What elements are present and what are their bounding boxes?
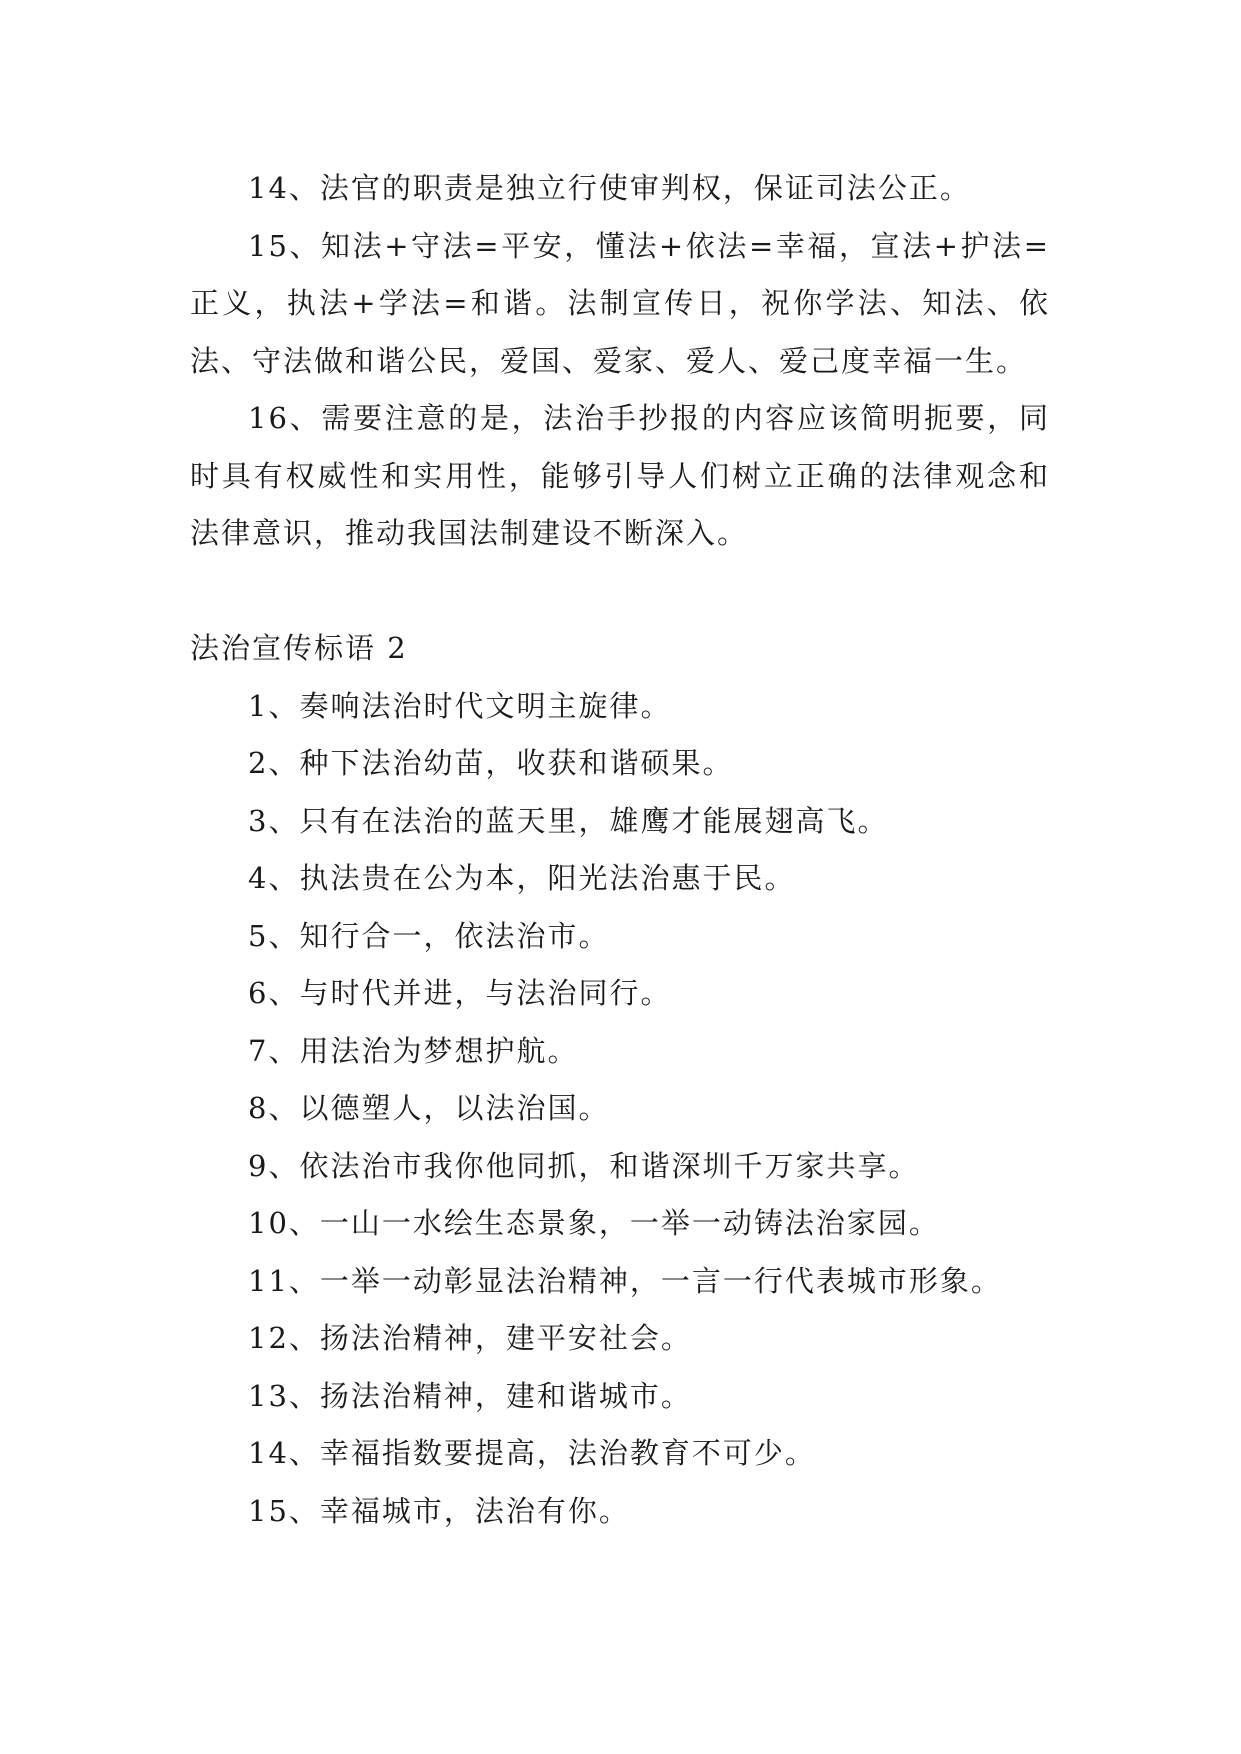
list-item: 9、依法治市我你他同抓，和谐深圳千万家共享。: [248, 1148, 920, 1183]
list-item: 8、以德塑人，以法治国。: [248, 1091, 610, 1125]
list-item: 11、一举一动彰显法治精神，一言一行代表城市形象。: [248, 1263, 1002, 1298]
list-item: 2、种下法治幼苗，收获和谐硕果。: [248, 746, 734, 780]
slogan-list: [190, 678, 1050, 1541]
list-item: 4、执法贵在公为本，阳光法治惠于民。: [248, 861, 796, 895]
list-item: 15、幸福城市，法治有你。: [248, 1493, 630, 1528]
paragraph-14: 14、法官的职责是独立行使审判权，保证司法公正。: [248, 171, 971, 205]
document-body: [190, 160, 1050, 1540]
paragraph-16: 16、需要注意的是，法治手抄报的内容应该简明扼要，同时具有权威性和实用性，能够引导人们树立正确的法律观念和法律意识，推动我国法制建设不断深入。: [190, 401, 1050, 550]
list-item: 10、一山一水绘生态景象，一举一动铸法治家园。: [248, 1206, 940, 1240]
list-item: 1、奏响法治时代文明主旋律。: [248, 688, 672, 723]
list-item: 13、扬法治精神，建和谐城市。: [248, 1378, 692, 1413]
list-item: 3、只有在法治的蓝天里，雄鹰才能展翅高飞。: [248, 803, 889, 838]
list-item: 7、用法治为梦想护航。: [248, 1033, 579, 1068]
list-item: 5、知行合一，依法治市。: [248, 918, 610, 953]
list-item: 14、幸福指数要提高，法治教育不可少。: [248, 1436, 816, 1470]
list-item: 12、扬法治精神，建平安社会。: [248, 1321, 692, 1355]
list-item: 6、与时代并进，与法治同行。: [248, 976, 672, 1010]
section-title: 法治宣传标语 2: [190, 631, 408, 665]
paragraph-15: 15、知法+守法=平安，懂法+依法=幸福，宣法+护法=正义，执法+学法=和谐。法制宣传日，祝你学法、知法、依法、守法做和谐公民，爱国、爱家、爱人、爱己度幸福一生。: [190, 228, 1050, 378]
